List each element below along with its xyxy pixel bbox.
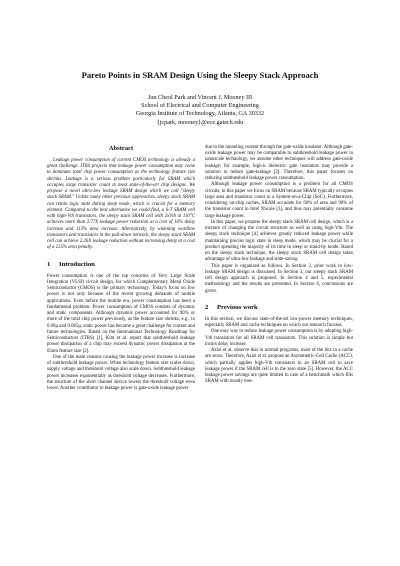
paragraph: In this section, we discuss state-of-the-art low-power memory techniques, especially SRAM and cache techniques on which our research focuses. (205, 316, 353, 329)
paragraph: One of the main reasons causing the leakage power increase is increase of subthreshold leakage power. When technology feature size scales down, supply voltage and threshold voltage also scale down. Subthreshold leakage power increases exponentially as threshold voltage decreases. Furthermore, the structure of the short channel device lowers the threshold voltage even lower. Another contributor to leakage power is gate-oxide leakage power (47, 354, 195, 392)
author-institute: Georgia Institute of Technology, Atlanta, GA 30332 (135, 110, 265, 118)
section-heading (47, 261, 195, 268)
section-number: 2 (205, 303, 209, 311)
section-title: Introduction (59, 260, 95, 268)
author-emails: {jcpark, mooney}@ece.gatech.edu (156, 118, 244, 126)
paragraph: In this paper, we propose the sleepy stack SRAM cell design, which is a mixture of changing the circuit structure as well as using high-Vth. The sleepy stack technique [4] achieves greatly reduced leakage power while maintaining precise logic state in sleep mode, which may be crucial for a product spending the majority of its time in sleep or stand-by mode. Based on the sleepy stack technique, the sleepy stack SRAM cell design takes advantage of ultra-low leakage and state-saving. (205, 219, 353, 263)
paragraph: Power consumption is one of the top concerns of Very Large Scale Integration (VLSI) circuit design, for which Complementary Metal Oxide Semiconductor (CMOS) is the primary technology. Today's focus on low power is not only because of the recent growing demands of mobile applications. Even before the mobile era, power consumption has been a fundamental problem. Power consumption of CMOS consists of dynamic and static components. Although dynamic power accounted for 90% or more of the total chip power previously, as the feature size shrinks, e.g., to 0.09μ and 0.065μ, static power has become a great challenge for current and future technologies. Based on the International Technology Roadmap for Semiconductors (ITRS) [1], Kim et al. report that subthreshold leakage power dissipation of a chip may exceed dynamic power dissipation at the 65nm feature size [2]. (47, 273, 195, 354)
paragraph: This paper is organized as follows. In Section 2, prior work in low-leakage SRAM design is discussed. In Section 3, our sleepy stack SRAM cell design approach is proposed. In Section 4 and 5, experimental methodology and the results are presented. In Section 6, conclusions are given. (205, 263, 353, 294)
abstract-text: Leakage power consumption of current CMOS technology is already a great challenge. ITRS projects that leakage power consumption may come to dominate total chip power consumption as the technology feature size shrinks. Leakage is a serious problem particularly for SRAM which occupies large transistor count in most state-of-the-art chip designs. We propose a novel ultra-low leakage SRAM design which we call "sleepy stack SRAM." Unlike many other previous approaches, sleepy stack SRAM can retain logic state during sleep mode, which is crucial for a memory element. Compared to the best alternative we could find, a 6-T SRAM cell with high-Vth transistors, the sleepy stack SRAM cell with 2xVth at 110°C achieves more than 2.77X leakage power reduction at a cost of 16% delay increase and 113% area increase. Alternatively, by widening wordline transistors and transistors in the pull-down network, the sleepy stack SRAM cell can achieve 2.26X leakage reduction without increasing delay at a cost of a 125% area penalty. (47, 157, 195, 251)
section-title: Previous work (217, 303, 258, 311)
paragraph: One easy way to reduce leakage power consumption is by adopting high-Vth transistors for all SRAM cell transistors. This solution is simple but incurs delay increase. (205, 329, 353, 347)
section-heading (205, 304, 353, 311)
left-column (47, 145, 195, 393)
author-block (47, 94, 353, 127)
body-columns (47, 145, 353, 393)
paper-title: Pareto Points in SRAM Design Using the Sleepy Stack Approach (81, 70, 319, 80)
abstract-heading: Abstract (108, 144, 134, 152)
paragraph: Although leakage power consumption is a problem for all CMOS circuits, in this paper we focus on SRAM because SRAM typically occupies large area and transistor count in a System-on-a-Chip (SoC). Furthermore, considering on-chip caches, SRAM accounts for 60% of area and 90% of the transistor count in Intel XScale [3], and thus may potentially consume large leakage power. (205, 182, 353, 219)
right-column (205, 145, 353, 393)
section-number: 1 (47, 260, 51, 268)
author-school: School of Electrical and Computer Engineering (141, 102, 259, 110)
paragraph: Azizi et al. observe that in normal programs, most of the bits in a cache are zeros. Therefore, Azizi et al. propose an Asymmetric-Cell Cache (ACC), which partially applies high-Vth transistors in an SRAM cell to save leakage power if the SRAM cell is in the zero state [5]. However, the ACC leakage power savings are quite limited in case of a benchmark which fills SRAM with mostly non- (205, 348, 353, 385)
author-names: Jun Cheol Park and Vincent J. Mooney III (147, 94, 253, 101)
paragraph: due to the tunneling current through the gate-oxide insulator. Although gate-oxide leakage power may be comparable to subthreshold leakage power in nanoscale technology, we assume other techniques will address gate-oxide leakage; for example, high-k dielectric gate insulators may provide a solution to reduce gate-leakage [2]. Therefore, this paper focuses on reducing subthreshold leakage power consumption. (205, 144, 353, 182)
